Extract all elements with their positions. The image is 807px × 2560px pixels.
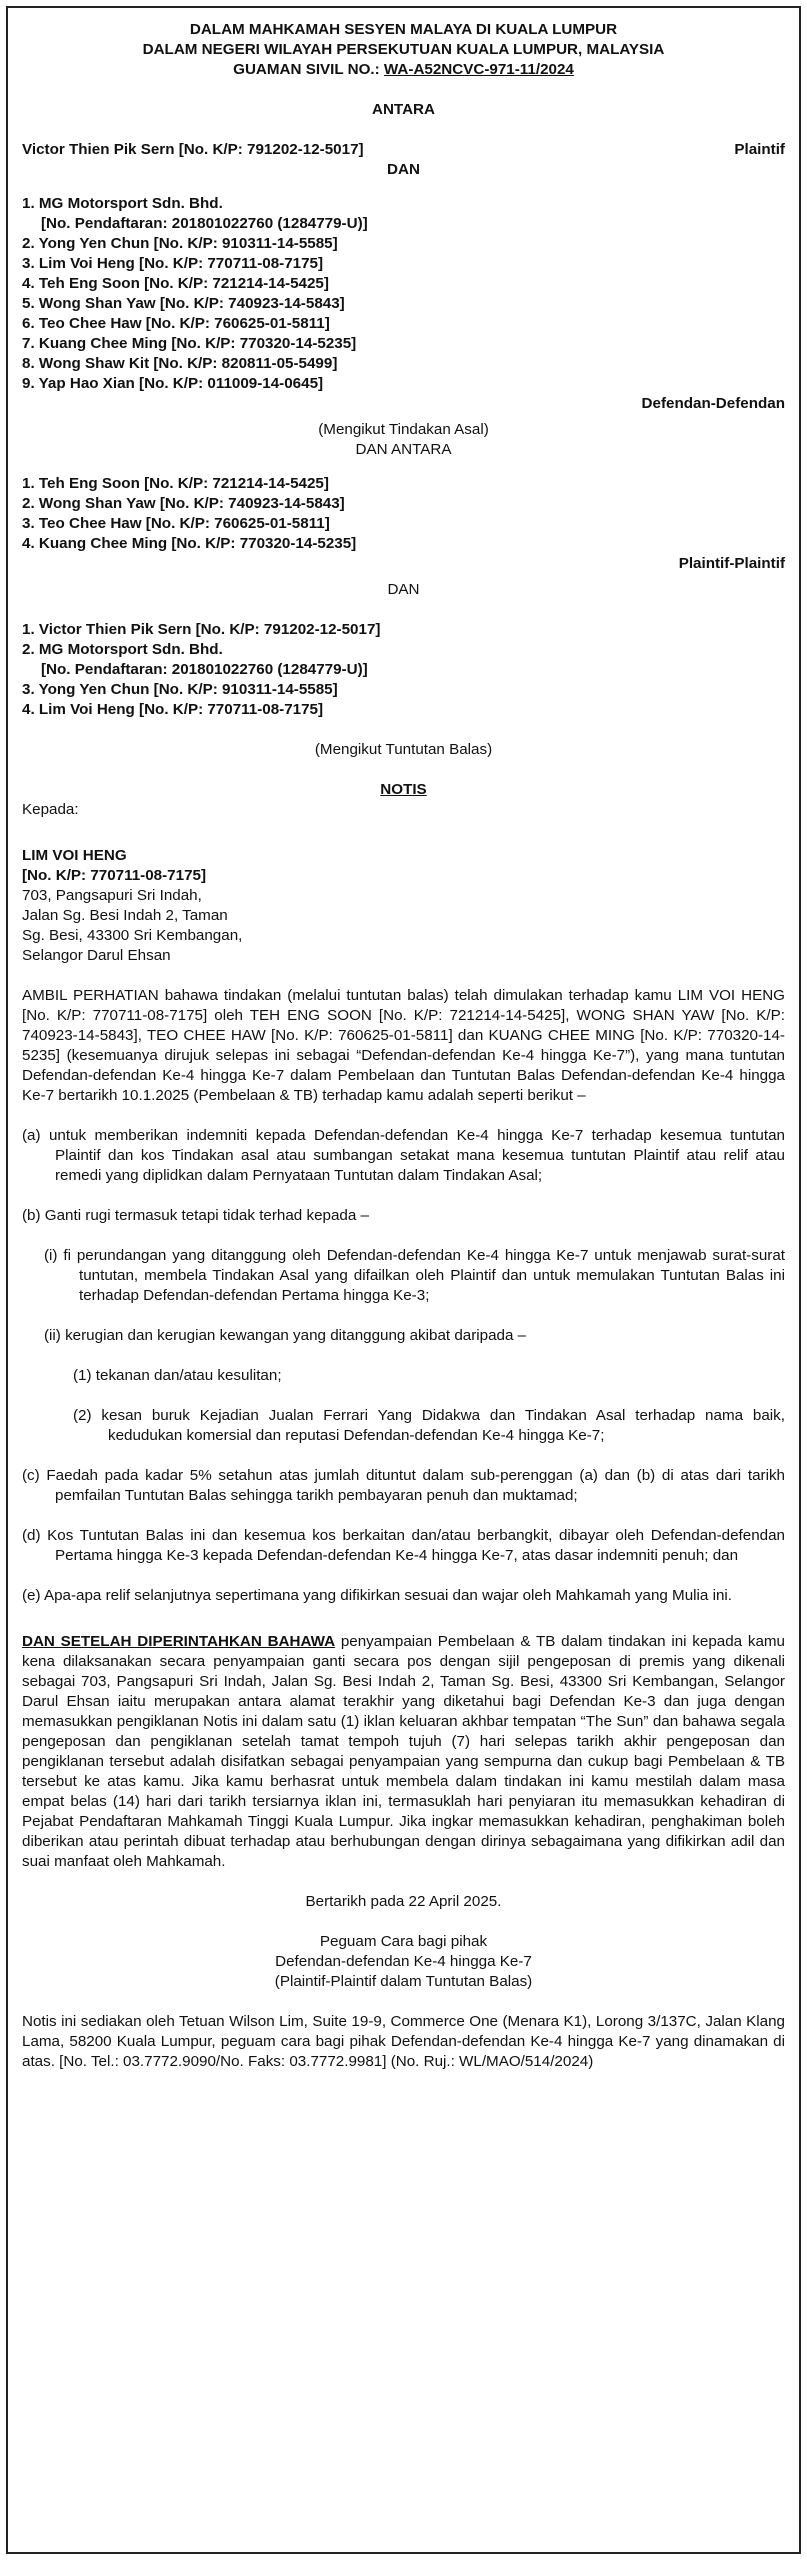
defendant-9: 9. Yap Hao Xian [No. K/P: 011009-14-0645] [22,375,324,392]
defendant-1-reg: [No. Pendaftaran: 201801022760 (1284779-U)] [41,215,368,232]
defendant-2: 2. Yong Yen Chun [No. K/P: 910311-14-5585] [22,235,338,252]
cc-plaintiff-2: 2. Wong Shan Yaw [No. K/P: 740923-14-5843] [22,495,345,512]
address-line-4: Selangor Darul Ehsan [22,947,171,964]
addressee-ic: [No. K/P: 770711-08-7175] [22,867,207,884]
counsel-line-3: (Plaintif-Plaintif dalam Tuntutan Balas) [274,1973,533,1990]
cc-plaintiff-list [22,474,785,554]
between-heading: ANTARA [372,101,435,118]
defendant-1: 1. MG Motorsport Sdn. Bhd. [22,195,223,212]
defendants-role: Defendan-Defendan [641,395,785,412]
cc-defendant-3: 3. Yong Yen Chun [No. K/P: 910311-14-5585] [22,681,338,698]
to-label: Kepada: [22,801,79,818]
counterclaim-note: (Mengikut Tuntutan Balas) [314,741,493,758]
counsel-line-2: Defendan-defendan Ke-4 hingga Ke-7 [275,1953,532,1970]
original-action: (Mengikut Tindakan Asal) [318,421,489,438]
addressee-block [22,846,785,966]
cc-defendant-2-reg: [No. Pendaftaran: 201801022760 (1284779-U)] [41,661,368,678]
prepared-by: Notis ini sediakan oleh Tetuan Wilson Lim, Suite 19-9, Commerce One (Menara K1), Lorong 3/137C, Jalan Klang Lama, 58200 Kuala Lumpur, peguam cara bagi pihak Defendan-defendan Ke-4 hingga Ke-7 yang dinamakan di atas. [No. Tel.: 03.7772.9090/No. Faks: 03.7772.9981] (No. Ruj.: WL/MAO/514/2024) [22,2013,785,2070]
cc-plaintiff-4: 4. Kuang Chee Ming [No. K/P: 770320-14-5235] [22,535,357,552]
court-region: DALAM NEGERI WILAYAH PERSEKUTUAN KUALA LUMPUR, MALAYSIA [142,41,665,58]
dan-2: DAN [387,581,420,598]
defendant-8: 8. Wong Shaw Kit [No. K/P: 820811-05-5499] [22,355,338,372]
order-lead: DAN SETELAH DIPERINTAHKAN BAHAWA [22,1633,336,1650]
addressee-name: LIM VOI HENG [22,847,127,864]
defendant-3: 3. Lim Voi Heng [No. K/P: 770711-08-7175] [22,255,324,272]
notice-page [6,6,801,2554]
claim-b: (b) Ganti rugi termasuk tetapi tidak terhad kepada – [22,1207,369,1224]
plaintiff-row [22,140,785,160]
defendant-list [22,194,785,394]
address-line-1: 703, Pangsapuri Sri Indah, [22,887,202,904]
and-between: DAN ANTARA [355,441,452,458]
case-number: GUAMAN SIVIL NO.: WA-A52NCVC-971-11/2024 [233,61,574,78]
defendant-5: 5. Wong Shan Yaw [No. K/P: 740923-14-5843] [22,295,345,312]
order-paragraph [22,1632,785,1872]
defendant-6: 6. Teo Chee Haw [No. K/P: 760625-01-5811] [22,315,330,332]
dan-1: DAN [387,161,420,178]
counsel-line-1: Peguam Cara bagi pihak [319,1933,488,1950]
claim-b-ii-2: (2) kesan buruk Kejadian Jualan Ferrari Yang Didakwa dan Tindakan Asal terhadap nama baik, kedudukan komersial dan reputasi Defendan-defendan Ke-4 hingga Ke-7; [73,1407,785,1444]
cc-plaintiffs-role: Plaintif-Plaintif [678,555,785,572]
plaintiff-name: Victor Thien Pik Sern [No. K/P: 791202-12-5017] [22,141,364,158]
claim-a: (a) untuk memberikan indemniti kepada Defendan-defendan Ke-4 hingga Ke-7 terhadap kesemua tuntutan Plaintif dan kos Tindakan asal atau sumbangan setakat mana kesemua tuntutan Plaintif atau relif atau remedi yang diplidkan dalam Pernyataan Tuntutan dalam Tindakan Asal; [22,1127,785,1184]
cc-plaintiff-1: 1. Teh Eng Soon [No. K/P: 721214-14-5425] [22,475,329,492]
plaintiff-role: Plaintif [734,141,785,158]
notice-title: NOTIS [380,781,427,798]
defendant-4: 4. Teh Eng Soon [No. K/P: 721214-14-5425] [22,275,329,292]
cc-plaintiff-3: 3. Teo Chee Haw [No. K/P: 760625-01-5811] [22,515,330,532]
order-body: penyampaian Pembelaan & TB dalam tindakan ini kepada kamu kena dilaksanakan secara penyampaian ganti secara pos dengan sijil pengeposan di premis yang dikenali sebagai 703, Pangsapuri Sri Indah, Jalan Sg. Besi Indah 2, Taman Sg. Besi, 43300 Sri Kembangan, Selangor Darul Ehsan iaitu merupakan antara alamat terakhir yang diketahui bagi Defendan Ke-3 dan juga dengan memasukkan pengiklanan Notis ini dalam satu (1) iklan keluaran akhbar tempatan “The Sun” dan bahawa segala pengeposan dan pengiklanan setelah tamat tempoh tujuh (7) hari selepas tarikh akhir pengeposan dan pengiklanan tersebut adalah disifatkan sebagai penyampaian yang sempurna dan cukup bagi Pembelaan & TB tersebut ke atas kamu. Jika kamu berhasrat untuk membela dalam tindakan ini kamu mestilah dalam masa empat belas (14) hari dari tarikh tersiarnya iklan ini, termasuklah hari penyiaran itu memasukkan kehadiran di Pejabat Pendaftaran Mahkamah Tinggi Kuala Lumpur. Jika ingkar memasukkan kehadiran, penghakiman boleh diberikan atau perintah dibuat terhadap atau berhubungan dengan dirinya sebagaimana yang difikirkan adil dan suai manfaat oleh Mahkamah. [22,1633,785,1870]
claim-c: (c) Faedah pada kadar 5% setahun atas jumlah dituntut dalam sub-perenggan (a) dan (b) di atas dari tarikh pemfailan Tuntutan Balas sehingga tarikh pembayaran penuh dan muktamad; [22,1467,785,1504]
claim-b-i: (i) fi perundangan yang ditanggung oleh Defendan-defendan Ke-4 hingga Ke-7 untuk menjawab surat-surat tuntutan, membela Tindakan Asal yang difailkan oleh Plaintif dan untuk memulakan Tuntutan Balas ini terhadap Defendan-defendan Pertama hingga Ke-3; [44,1247,785,1304]
claim-b-ii-1: (1) tekanan dan/atau kesulitan; [73,1367,282,1384]
court-title: DALAM MAHKAMAH SESYEN MALAYA DI KUALA LUMPUR [189,21,618,38]
address-line-3: Sg. Besi, 43300 Sri Kembangan, [22,927,243,944]
dated: Bertarikh pada 22 April 2025. [305,1893,502,1910]
cc-defendant-list [22,620,785,720]
cc-defendant-4: 4. Lim Voi Heng [No. K/P: 770711-08-7175] [22,701,324,718]
claim-e: (e) Apa-apa relif selanjutnya sepertimana yang difikirkan sesuai dan wajar oleh Mahkamah yang Mulia ini. [22,1587,732,1604]
claim-b-ii: (ii) kerugian dan kerugian kewangan yang ditanggung akibat daripada – [44,1327,527,1344]
defendant-7: 7. Kuang Chee Ming [No. K/P: 770320-14-5235] [22,335,357,352]
cc-defendant-1: 1. Victor Thien Pik Sern [No. K/P: 791202-12-5017] [22,621,381,638]
attention-paragraph: AMBIL PERHATIAN bahawa tindakan (melalui tuntutan balas) telah dimulakan terhadap kamu LIM VOI HENG [No. K/P: 770711-08-7175] oleh TEH ENG SOON [No. K/P: 721214-14-5425], WONG SHAN YAW [No. K/P: 740923-14-5843], TEO CHEE HAW [No. K/P: 760625-01-5811] dan KUANG CHEE MING [No. K/P: 770320-14-5235] (kesemuanya dirujuk selepas ini sebagai “Defendan-defendan Ke-4 hingga Ke-7”), yang mana tuntutan Defendan-defendan Ke-4 hingga Ke-7 dalam Pembelaan dan Tuntutan Balas Defendan-defendan Ke-4 hingga Ke-7 bertarikh 10.1.2025 (Pembelaan & TB) terhadap kamu adalah seperti berikut – [22,987,785,1104]
cc-defendant-2: 2. MG Motorsport Sdn. Bhd. [22,641,223,658]
address-line-2: Jalan Sg. Besi Indah 2, Taman [22,907,228,924]
claim-d: (d) Kos Tuntutan Balas ini dan kesemua kos berkaitan dan/atau berbangkit, dibayar oleh Defendan-defendan Pertama hingga Ke-3 kepada Defendan-defendan Ke-4 hingga Ke-7, atas dasar indemniti penuh; dan [22,1527,785,1564]
